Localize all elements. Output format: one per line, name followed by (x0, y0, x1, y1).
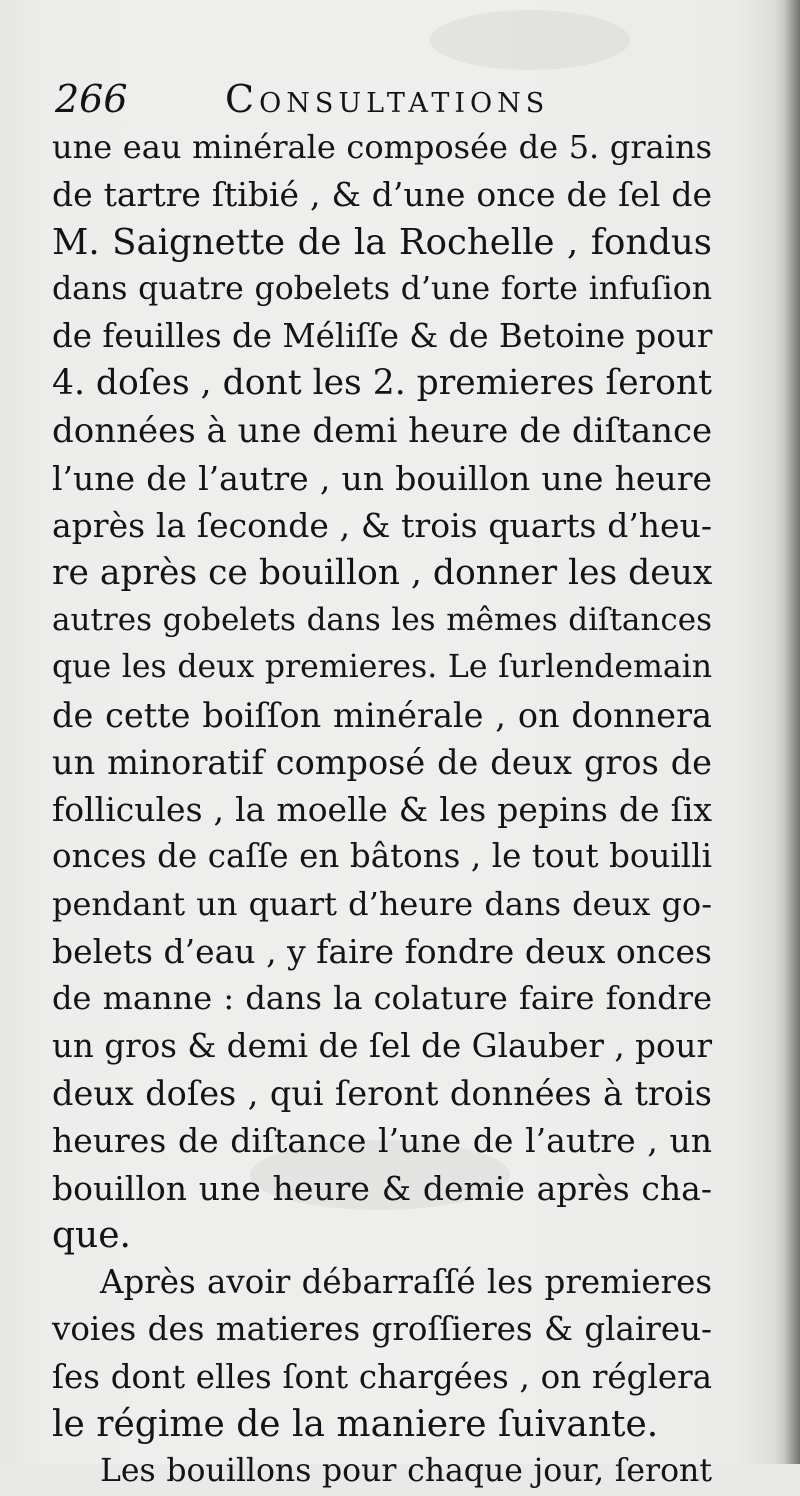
text-line: de feuilles de Méliſſe & de Betoine pour (52, 317, 713, 356)
text-line: bouillon une heure & demie après cha- (52, 1168, 712, 1208)
text-line: voies des matieres groſſieres & glaireu- (52, 1310, 712, 1349)
running-head: Consultations (225, 77, 550, 121)
text-line: deux doſes , qui ſeront données à trois (52, 1073, 712, 1113)
text-line: que les deux premieres. Le ſurlendemain (52, 649, 712, 686)
text-line: le régime de la maniere ſuivante. (52, 1404, 659, 1446)
text-line: pendant un quart d’heure dans deux go- (52, 884, 712, 923)
text-line: follicules , la moelle & les pepins de ſix (52, 790, 712, 830)
text-line: M. Saignette de la Rochelle , fondus (52, 221, 712, 263)
text-line: données à une demi heure de diſtance (52, 410, 713, 451)
text-line: belets d’eau , y faire fondre deux onces (52, 932, 712, 972)
page-header (55, 76, 715, 122)
text-line: après la ſeconde , & trois quarts d’heu- (52, 506, 712, 546)
text-line: autres gobelets dans les mêmes diſtances (52, 601, 712, 638)
paper-stain (430, 10, 630, 70)
text-line: onces de caſſe en bâtons , le tout bouilli (52, 837, 712, 876)
text-line: une eau minérale composée de 5. grains (52, 128, 712, 166)
text-line: 4. doſes , dont les 2. premieres ſeront (52, 363, 712, 404)
text-line: de tartre ſtibié , & d’une once de ſel de (52, 175, 712, 215)
body-text (52, 124, 712, 1496)
text-line: ſes dont elles ſont chargées , on réglera (52, 1357, 712, 1396)
paragraph-first-line: Après avoir débarraſſé les premieres (100, 1263, 712, 1302)
text-line: l’une de l’autre , un bouillon une heure (52, 459, 712, 499)
text-line: un gros & demi de ſel de Glauber , pour (52, 1026, 712, 1065)
text-line: que. (52, 1214, 131, 1256)
text-line: de manne : dans la colature faire fondre (52, 979, 712, 1018)
page-number: 266 (55, 77, 128, 121)
text-line: re après ce bouillon , donner les deux (52, 552, 713, 593)
text-line: de cette boiſſon minérale , on donnera (52, 695, 712, 735)
text-line: dans quatre gobelets d’une forte infuſion (52, 270, 712, 307)
text-line: heures de diſtance l’une de l’autre , un (52, 1121, 712, 1161)
binding-shadow (774, 0, 800, 1464)
paragraph-first-line: Les bouillons pour chaque jour, ſeront (100, 1453, 712, 1490)
text-line: un minoratif composé de deux gros de (52, 742, 712, 782)
